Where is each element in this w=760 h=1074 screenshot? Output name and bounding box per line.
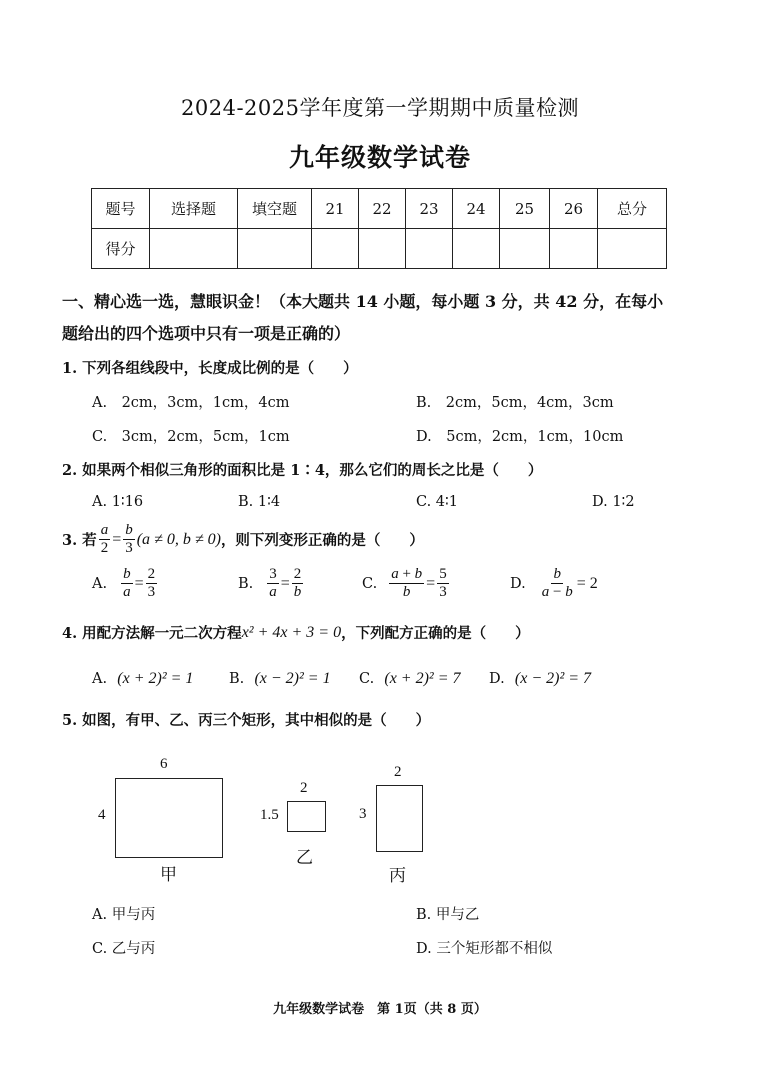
rectangle-jia bbox=[115, 778, 223, 858]
yi-name-label: 乙 bbox=[296, 848, 313, 868]
q2-option-c[interactable]: C. 4∶1 bbox=[416, 494, 459, 510]
score-input-cell[interactable] bbox=[150, 229, 238, 269]
table-cell: 23 bbox=[406, 189, 453, 229]
table-cell: 得分 bbox=[92, 229, 150, 269]
score-input-cell[interactable] bbox=[500, 229, 550, 269]
q2-option-b[interactable]: B. 1∶4 bbox=[238, 494, 281, 510]
yi-width-label: 2 bbox=[300, 780, 308, 796]
q2-stem: 2. 如果两个相似三角形的面积比是 1∶4，那么它们的周长之比是（ ） bbox=[62, 462, 543, 479]
section-heading-line1: 一、精心选一选，慧眼识金！（本大题共 14 小题，每小题 3 分，共 42 分，在每小 bbox=[62, 292, 664, 311]
q3-fraction-b-over-3: $\frac{b}{3}$ bbox=[125, 522, 133, 556]
bing-width-label: 2 bbox=[394, 764, 402, 780]
score-input-cell[interactable] bbox=[406, 229, 453, 269]
q5-stem: 5. 如图，有甲、乙、丙三个矩形，其中相似的是（ ） bbox=[62, 712, 431, 729]
rectangle-bing bbox=[376, 785, 423, 852]
q3-option-a-label: A. bbox=[92, 575, 108, 592]
q5-option-d[interactable]: D. 三个矩形都不相似 bbox=[416, 941, 553, 957]
jia-width-label: 6 bbox=[160, 756, 168, 772]
q4-option-c[interactable]: C. (x + 2)² = 7 bbox=[359, 670, 461, 687]
section-heading-line2: 题给出的四个选项中只有一项是正确的） bbox=[62, 324, 351, 343]
q5-option-a[interactable]: A. 甲与丙 bbox=[92, 907, 156, 923]
q3-condition: (a ≠ 0, b ≠ 0) bbox=[136, 530, 221, 548]
score-input-cell[interactable] bbox=[359, 229, 406, 269]
score-table-score-row bbox=[92, 229, 667, 269]
score-table bbox=[91, 188, 667, 269]
table-cell: 21 bbox=[312, 189, 359, 229]
q2-option-a[interactable]: A. 1∶16 bbox=[92, 494, 144, 510]
q5-option-c[interactable]: C. 乙与丙 bbox=[92, 941, 156, 957]
rectangle-yi bbox=[287, 801, 326, 832]
q3-option-a[interactable]: A. $\frac{b}{a}$ = $\frac{2}{3}$ bbox=[92, 566, 156, 600]
q4-stem-suffix: ，下列配方正确的是（ ） bbox=[341, 625, 530, 642]
score-table-header-row bbox=[92, 189, 667, 229]
score-input-cell[interactable] bbox=[598, 229, 667, 269]
table-cell: 填空题 bbox=[238, 189, 312, 229]
q1-stem: 1. 下列各组线段中，长度成比例的是（ ） bbox=[62, 360, 358, 377]
q3-option-d-label: D. bbox=[510, 575, 526, 592]
q3-option-c-label: C. bbox=[362, 575, 378, 592]
table-cell: 选择题 bbox=[150, 189, 238, 229]
yi-height-label: 1.5 bbox=[260, 807, 279, 823]
q4-stem-prefix: 4. 用配方法解一元二次方程 bbox=[62, 625, 242, 642]
q3-suffix: ，则下列变形正确的是（ ） bbox=[220, 532, 424, 549]
exam-title: 2024-2025学年度第一学期期中质量检测 bbox=[181, 96, 579, 120]
q3-fraction-a-over-2: $\frac{a}{2}$ bbox=[100, 522, 109, 556]
q3-option-b[interactable]: B. $\frac{3}{a}$ = $\frac{2}{b}$ bbox=[238, 566, 302, 600]
q4-equation: x² + 4x + 3 = 0 bbox=[241, 623, 342, 641]
score-input-cell[interactable] bbox=[453, 229, 500, 269]
score-input-cell[interactable] bbox=[238, 229, 312, 269]
table-cell: 总分 bbox=[598, 189, 667, 229]
jia-name-label: 甲 bbox=[160, 865, 177, 885]
q4-option-b[interactable]: B. (x − 2)² = 1 bbox=[229, 670, 331, 687]
q1-option-c[interactable]: C. 3cm，2cm，5cm，1cm bbox=[92, 429, 290, 445]
q4-stem bbox=[62, 622, 530, 643]
table-cell: 题号 bbox=[92, 189, 150, 229]
q1-option-a[interactable]: A. 2cm，3cm，1cm，4cm bbox=[92, 395, 290, 411]
q3-prefix: 3. 若 bbox=[62, 532, 97, 549]
bing-height-label: 3 bbox=[359, 806, 367, 822]
score-input-cell[interactable] bbox=[550, 229, 598, 269]
jia-height-label: 4 bbox=[98, 807, 106, 823]
q1-option-b[interactable]: B. 2cm，5cm，4cm，3cm bbox=[416, 395, 614, 411]
q3-option-b-label: B. bbox=[238, 575, 254, 592]
q5-option-b[interactable]: B. 甲与乙 bbox=[416, 907, 480, 923]
page-footer: 九年级数学试卷 第 1页（共 8 页） bbox=[273, 1002, 487, 1017]
q1-option-d[interactable]: D. 5cm，2cm，1cm，10cm bbox=[416, 429, 624, 445]
table-cell: 26 bbox=[550, 189, 598, 229]
table-cell: 22 bbox=[359, 189, 406, 229]
q4-option-a[interactable]: A. (x + 2)² = 1 bbox=[92, 670, 194, 687]
q3-option-d[interactable]: D. $\frac{b}{a - b}$ = 2 bbox=[510, 566, 598, 600]
q4-option-d[interactable]: D. (x − 2)² = 7 bbox=[489, 670, 592, 687]
q3-stem: 3. 若 $\frac{a}{2}$ = $\frac{b}{3}$ (a ≠ 0, b ≠ 0) ，则下列变形正确的是（ ） bbox=[62, 522, 424, 556]
q2-option-d[interactable]: D. 1∶2 bbox=[592, 494, 635, 510]
bing-name-label: 丙 bbox=[389, 866, 406, 886]
q3-option-c[interactable]: C. $\frac{a + b}{b}$ = $\frac{5}{3}$ bbox=[362, 566, 447, 600]
score-input-cell[interactable] bbox=[312, 229, 359, 269]
exam-subtitle: 九年级数学试卷 bbox=[288, 143, 471, 172]
table-cell: 25 bbox=[500, 189, 550, 229]
table-cell: 24 bbox=[453, 189, 500, 229]
